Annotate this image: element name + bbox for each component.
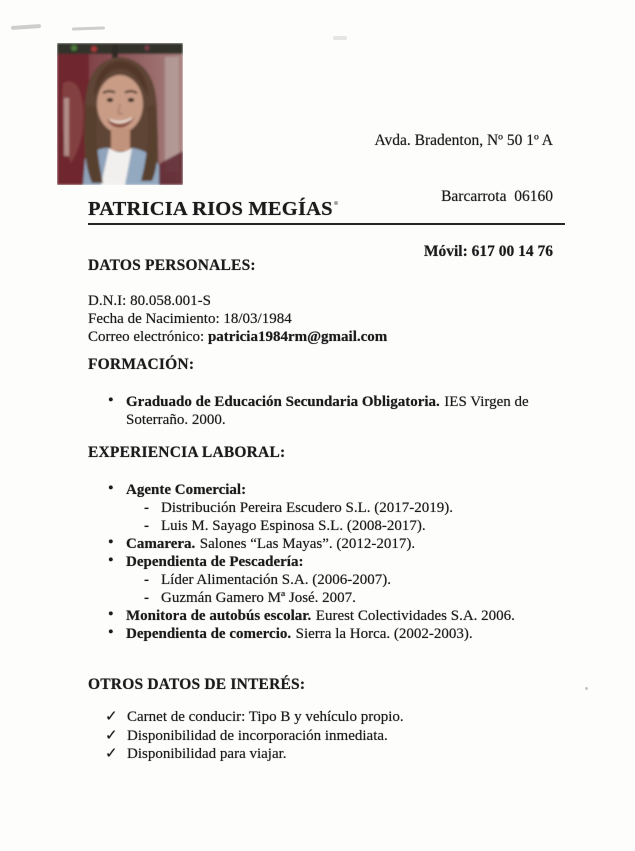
other-data-text: Disponibilidad para viajar. xyxy=(127,746,287,763)
candidate-name: PATRICIA RIOS MEGÍAS xyxy=(88,198,333,220)
email-value: patricia1984rm@gmail.com xyxy=(207,329,388,345)
contact-address-line2: Barcarrota 06160 xyxy=(441,187,553,205)
section-heading-otros-datos: OTROS DATOS DE INTERÉS: xyxy=(88,676,306,693)
contact-address-line1: Avda. Bradenton, Nº 50 1º A xyxy=(374,132,553,149)
section-heading-formacion: FORMACIÓN: xyxy=(88,356,195,373)
other-data-text: Carnet de conducir: Tipo B y vehículo propio. xyxy=(127,709,404,725)
dni-line: D.N.I: 80.058.001-S xyxy=(88,293,211,309)
contact-mobile: Móvil: 617 00 14 76 xyxy=(423,243,553,260)
list-item xyxy=(88,708,556,727)
job-sub-detail: Luis M. Sayago Espinosa S.L. (2008-2017). xyxy=(161,518,426,534)
section-heading-experiencia: EXPERIENCIA LABORAL: xyxy=(88,444,286,461)
dash-icon: - xyxy=(144,590,149,606)
checkmark-icon: ✓ xyxy=(105,709,118,725)
sub-list-item xyxy=(88,499,556,517)
bullet-icon: • xyxy=(108,552,114,569)
birthdate-line: Fecha de Nacimiento: 18/03/1984 xyxy=(88,311,292,327)
job-title: Agente Comercial: xyxy=(126,482,247,498)
job-sub-detail: Guzmán Gamero Mª José. 2007. xyxy=(161,590,356,606)
bullet-icon: • xyxy=(108,606,114,623)
job-detail: Eurest Colectividades S.A. 2006. xyxy=(315,608,515,624)
job-detail: Salones “Las Mayas”. (2012-2017). xyxy=(199,536,416,552)
list-item xyxy=(88,745,556,764)
personal-data-lines xyxy=(88,292,556,346)
list-item xyxy=(88,607,556,625)
job-title: Dependienta de Pescadería: xyxy=(126,554,304,570)
dash-icon: - xyxy=(144,518,149,534)
sub-list-item xyxy=(88,571,556,589)
bullet-icon: • xyxy=(108,624,114,641)
job-title: Dependienta de comercio. xyxy=(126,626,292,642)
list-item xyxy=(88,553,556,571)
other-data-text: Disponibilidad de incorporación inmediata. xyxy=(127,727,388,744)
section-heading-datos-personales: DATOS PERSONALES: xyxy=(88,257,256,274)
sub-list-item xyxy=(88,589,556,607)
scan-artifact xyxy=(333,36,347,40)
list-item xyxy=(88,481,556,499)
checkmark-icon: ✓ xyxy=(105,746,118,763)
dash-icon: - xyxy=(144,572,149,588)
portrait-photo xyxy=(57,43,183,185)
name-underline-rule xyxy=(88,199,565,225)
other-data-list xyxy=(88,708,556,764)
email-label: Correo electrónico: xyxy=(88,329,208,345)
job-sub-detail: Distribución Pereira Escudero S.L. (2017-2019). xyxy=(161,500,454,516)
checkmark-icon: ✓ xyxy=(105,727,118,744)
scan-artifact xyxy=(72,26,105,30)
experience-list xyxy=(88,481,556,643)
email-line xyxy=(88,328,556,346)
dash-icon: - xyxy=(144,500,149,516)
education-list xyxy=(88,393,556,429)
list-item xyxy=(88,727,556,746)
scan-artifact xyxy=(585,687,588,690)
job-sub-detail: Líder Alimentación S.A. (2006-2007). xyxy=(161,572,391,588)
bullet-icon: • xyxy=(108,480,114,497)
list-item xyxy=(88,625,556,643)
job-title: Monitora de autobús escolar. xyxy=(126,608,312,624)
bullet-icon: • xyxy=(108,534,114,551)
education-title: Graduado de Educación Secundaria Obligatoria. xyxy=(126,394,440,410)
list-item xyxy=(88,535,556,553)
bullet-icon: • xyxy=(108,392,114,409)
job-detail: Sierra la Horca. (2002-2003). xyxy=(295,626,473,642)
sub-list-item xyxy=(88,517,556,535)
education-detail: IES Virgen de Soterraño. 2000. xyxy=(126,394,529,428)
job-title: Camarera. xyxy=(126,536,196,552)
scan-artifact xyxy=(11,24,41,30)
cv-body xyxy=(88,257,556,764)
list-item xyxy=(88,393,556,429)
